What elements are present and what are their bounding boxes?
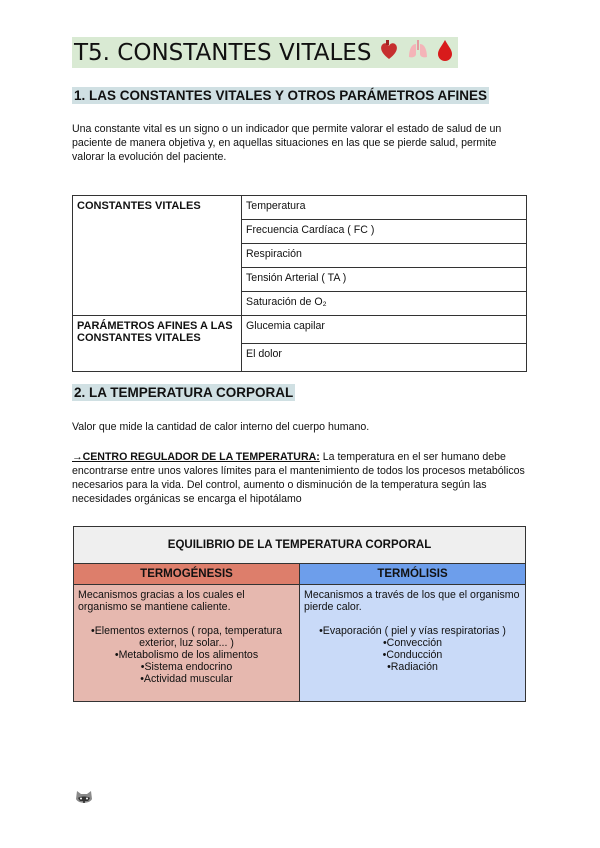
section-1-paragraph: Una constante vital es un signo o un indicador que permite valorar el estado de salud de un paciente de manera objetiva y, en aquellas situaciones en las que se pierde salud, permite valorar la evolución del paciente. [72,123,502,163]
table-cell: Respiración [242,244,527,268]
list-item: •Convección [382,637,443,649]
heart-icon [379,39,399,66]
list-item: •Metabolismo de los alimentos [114,649,259,661]
thermogenesis-cell [74,585,300,702]
blood-drop-icon [437,39,453,66]
table-cell: Tensión Arterial ( TA ) [242,268,527,292]
list-item: •Elementos externos ( ropa, temperatura exterior, luz solar... ) [91,625,282,649]
thermogenesis-header: TERMOGÉNESIS [74,564,300,585]
section-2-paragraph: Valor que mide la cantidad de calor interno del cuerpo humano. [72,421,370,433]
group-label: PARÁMETROS AFINES A LAS CONSTANTES VITALES [73,316,242,372]
table-cell: Saturación de O₂ [242,292,527,316]
group-label: CONSTANTES VITALES [73,196,242,316]
list-item: •Sistema endocrino [140,661,233,673]
table-cell: El dolor [242,344,527,372]
section-2-heading: 2. LA TEMPERATURA CORPORAL [74,385,294,400]
thermolysis-header: TERMÓLISIS [300,564,526,585]
list-item: •Evaporación ( piel y vías respiratorias ) [319,625,506,637]
list-item: •Actividad muscular [140,673,233,685]
regulator-paragraph [72,450,528,506]
thermolysis-cell [300,585,526,702]
regulator-label: →CENTRO REGULADOR DE LA TEMPERATURA: [72,451,320,463]
vital-signs-table [72,195,527,372]
table-cell: Glucemia capilar [242,316,527,344]
intro: Mecanismos gracias a los cuales el organismo se mantiene caliente. [78,589,245,613]
page-title-banner [72,37,458,68]
table-cell: Frecuencia Cardíaca ( FC ) [242,220,527,244]
section-1-heading: 1. LAS CONSTANTES VITALES Y OTROS PARÁMETROS AFINES [74,88,488,103]
list-item: •Radiación [387,661,438,673]
table-title: EQUILIBRIO DE LA TEMPERATURA CORPORAL [74,527,526,564]
raccoon-icon [75,790,93,811]
temperature-balance-table [73,526,526,702]
list-item: •Conducción [382,649,443,661]
regulator-text: La temperatura en el ser humano debe encontrarse entre unos valores límites para el mantenimiento de todos los procesos metabólicos necesarios para la vida. Del control, aumento o disminución de la temperatura según las necesidades orgánicas se encarga el hipotálamo [72,451,525,505]
table-cell: Temperatura [242,196,527,220]
page-title: T5. CONSTANTES VITALES [74,39,372,66]
intro: Mecanismos a través de los que el organismo pierde calor. [304,589,520,613]
lungs-icon [407,39,429,66]
